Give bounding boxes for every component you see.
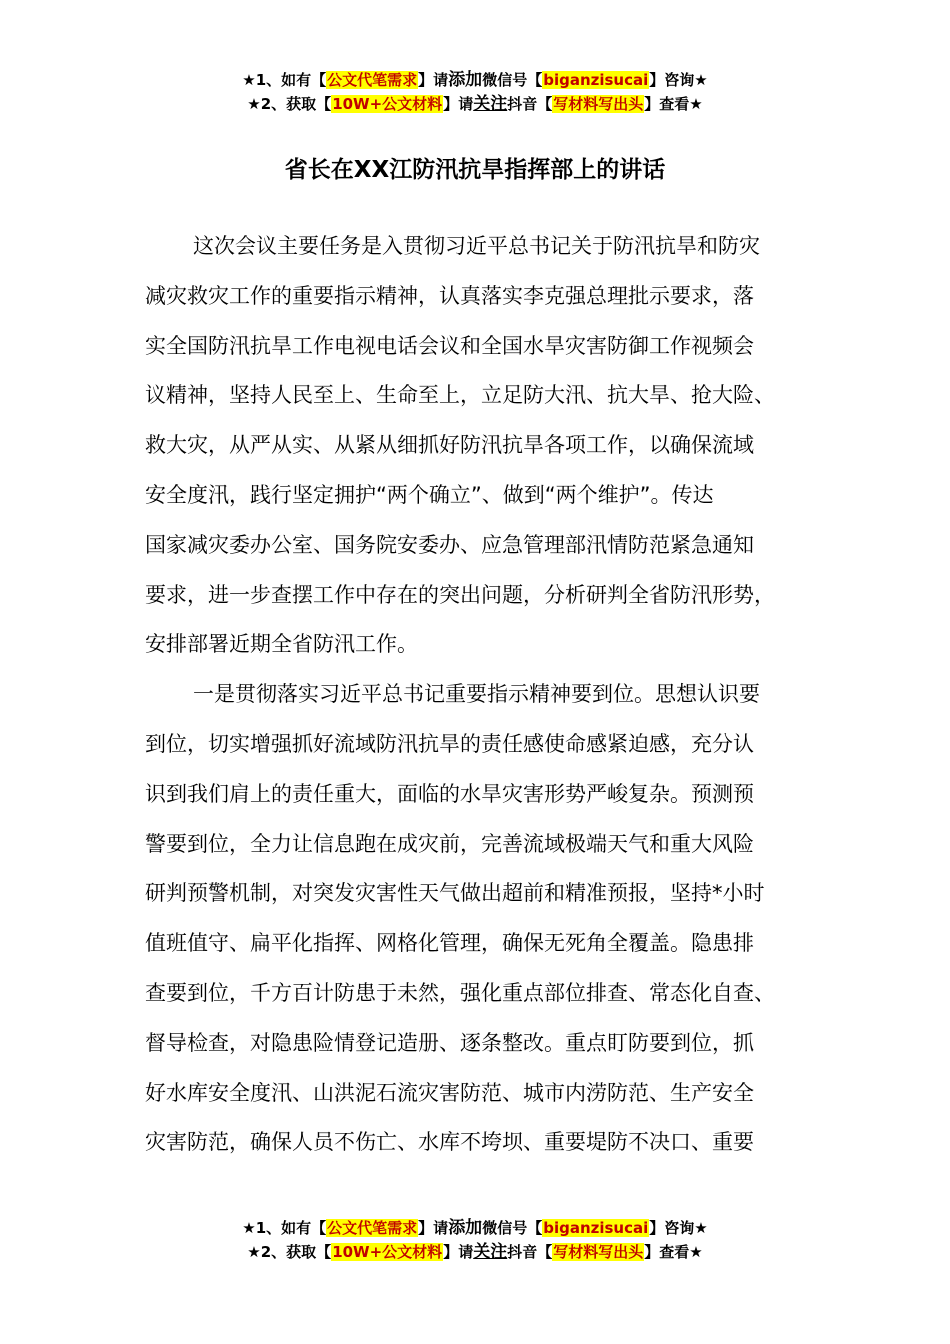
banner-emphasis: 关注 [473, 1242, 508, 1262]
banner-emphasis: 关注 [473, 94, 508, 114]
banner-highlight-douyin: 写材料写出头 [553, 95, 644, 113]
banner-text: 】请 [418, 1219, 449, 1237]
banner-line-2 [0, 1240, 950, 1264]
body-line: 警要到位，全力让信息跑在成灾前，完善流域极端天气和重大风险 [145, 831, 754, 856]
banner-text: ★1、如有【 [242, 71, 327, 89]
body-line: 安排部署近期全省防汛工作。 [145, 632, 418, 657]
banner-highlight: 公文代笔需求 [327, 1219, 418, 1237]
body-line: 实全国防汛抗旱工作电视电话会议和全国水旱灾害防御工作视频会 [145, 333, 754, 358]
body-line: 研判预警机制，对突发灾害性天气做出超前和精准预报，坚持*小时 [145, 881, 765, 906]
body-line: 灾害防范，确保人员不伤亡、水库不垮坝、重要堤防不决口、重要 [145, 1130, 754, 1155]
body-line: 减灾救灾工作的重要指示精神，认真落实李克强总理批示要求，落 [145, 283, 754, 308]
banner-text: 】请 [443, 95, 474, 113]
top-banner [0, 68, 950, 116]
banner-text: ★1、如有【 [242, 1219, 327, 1237]
body-line: 督导检查，对隐患险情登记造册、逐条整改。重点盯防要到位，抓 [145, 1030, 754, 1055]
banner-text: 】咨询★ [649, 71, 708, 89]
body-line: 到位，切实增强抓好流域防汛抗旱的责任感使命感紧迫感，充分认 [145, 731, 754, 756]
banner-text: 微信号【 [482, 1219, 543, 1237]
banner-highlight-wechat-id: biganzisucai [543, 71, 649, 89]
body-line: 识到我们肩上的责任重大，面临的水旱灾害形势严峻复杂。预测预 [145, 781, 754, 806]
body-line: 这次会议主要任务是入贯彻习近平总书记关于防汛抗旱和防灾 [193, 234, 760, 258]
banner-text: 】查看★ [644, 95, 703, 113]
banner-highlight-douyin: 写材料写出头 [553, 1243, 644, 1261]
banner-text: 】请 [418, 71, 449, 89]
banner-text: 抖音【 [507, 95, 553, 113]
body-line: 值班值守、扁平化指挥、网格化管理，确保无死角全覆盖。隐患排 [145, 931, 754, 956]
banner-text: ★2、获取【 [247, 95, 332, 113]
banner-line-1 [0, 68, 950, 92]
banner-text: 】请 [443, 1243, 474, 1261]
body-line: 一是贯彻落实习近平总书记重要指示精神要到位。思想认识要 [193, 682, 760, 707]
body-line: 查要到位，千方百计防患于未然，强化重点部位排查、常态化自查、 [145, 980, 775, 1005]
banner-text: 微信号【 [482, 71, 543, 89]
bottom-banner [0, 1216, 950, 1264]
body-line: 安全度汛，践行坚定拥护“两个确立”、做到“两个维护”。传达 [145, 482, 714, 507]
banner-text: 抖音【 [507, 1243, 553, 1261]
body-line: 国家减灾委办公室、国务院安委办、应急管理部汛情防范紧急通知 [145, 532, 754, 557]
banner-emphasis: 添加 [448, 70, 483, 90]
banner-highlight: 10W+公文材料 [332, 1243, 443, 1261]
banner-line-2 [0, 92, 950, 116]
banner-text: 】查看★ [644, 1243, 703, 1261]
banner-text: ★2、获取【 [247, 1243, 332, 1261]
document-title: 省长在XX江防汛抗旱指挥部上的讲话 [284, 157, 666, 183]
banner-highlight: 公文代笔需求 [327, 71, 418, 89]
banner-line-1 [0, 1216, 950, 1240]
body-line: 议精神，坚持人民至上、生命至上，立足防大汛、抗大旱、抢大险、 [145, 383, 775, 408]
body-line: 好水库安全度汛、山洪泥石流灾害防范、城市内涝防范、生产安全 [145, 1080, 754, 1105]
body-line: 救大灾，从严从实、从紧从细抓好防汛抗旱各项工作，以确保流域 [145, 433, 754, 458]
banner-emphasis: 添加 [448, 1218, 483, 1238]
banner-highlight-wechat-id: biganzisucai [543, 1219, 649, 1237]
document-body [145, 222, 815, 1168]
banner-highlight: 10W+公文材料 [332, 95, 443, 113]
banner-text: 】咨询★ [649, 1219, 708, 1237]
body-line: 要求，进一步查摆工作中存在的突出问题，分析研判全省防汛形势， [145, 582, 775, 607]
